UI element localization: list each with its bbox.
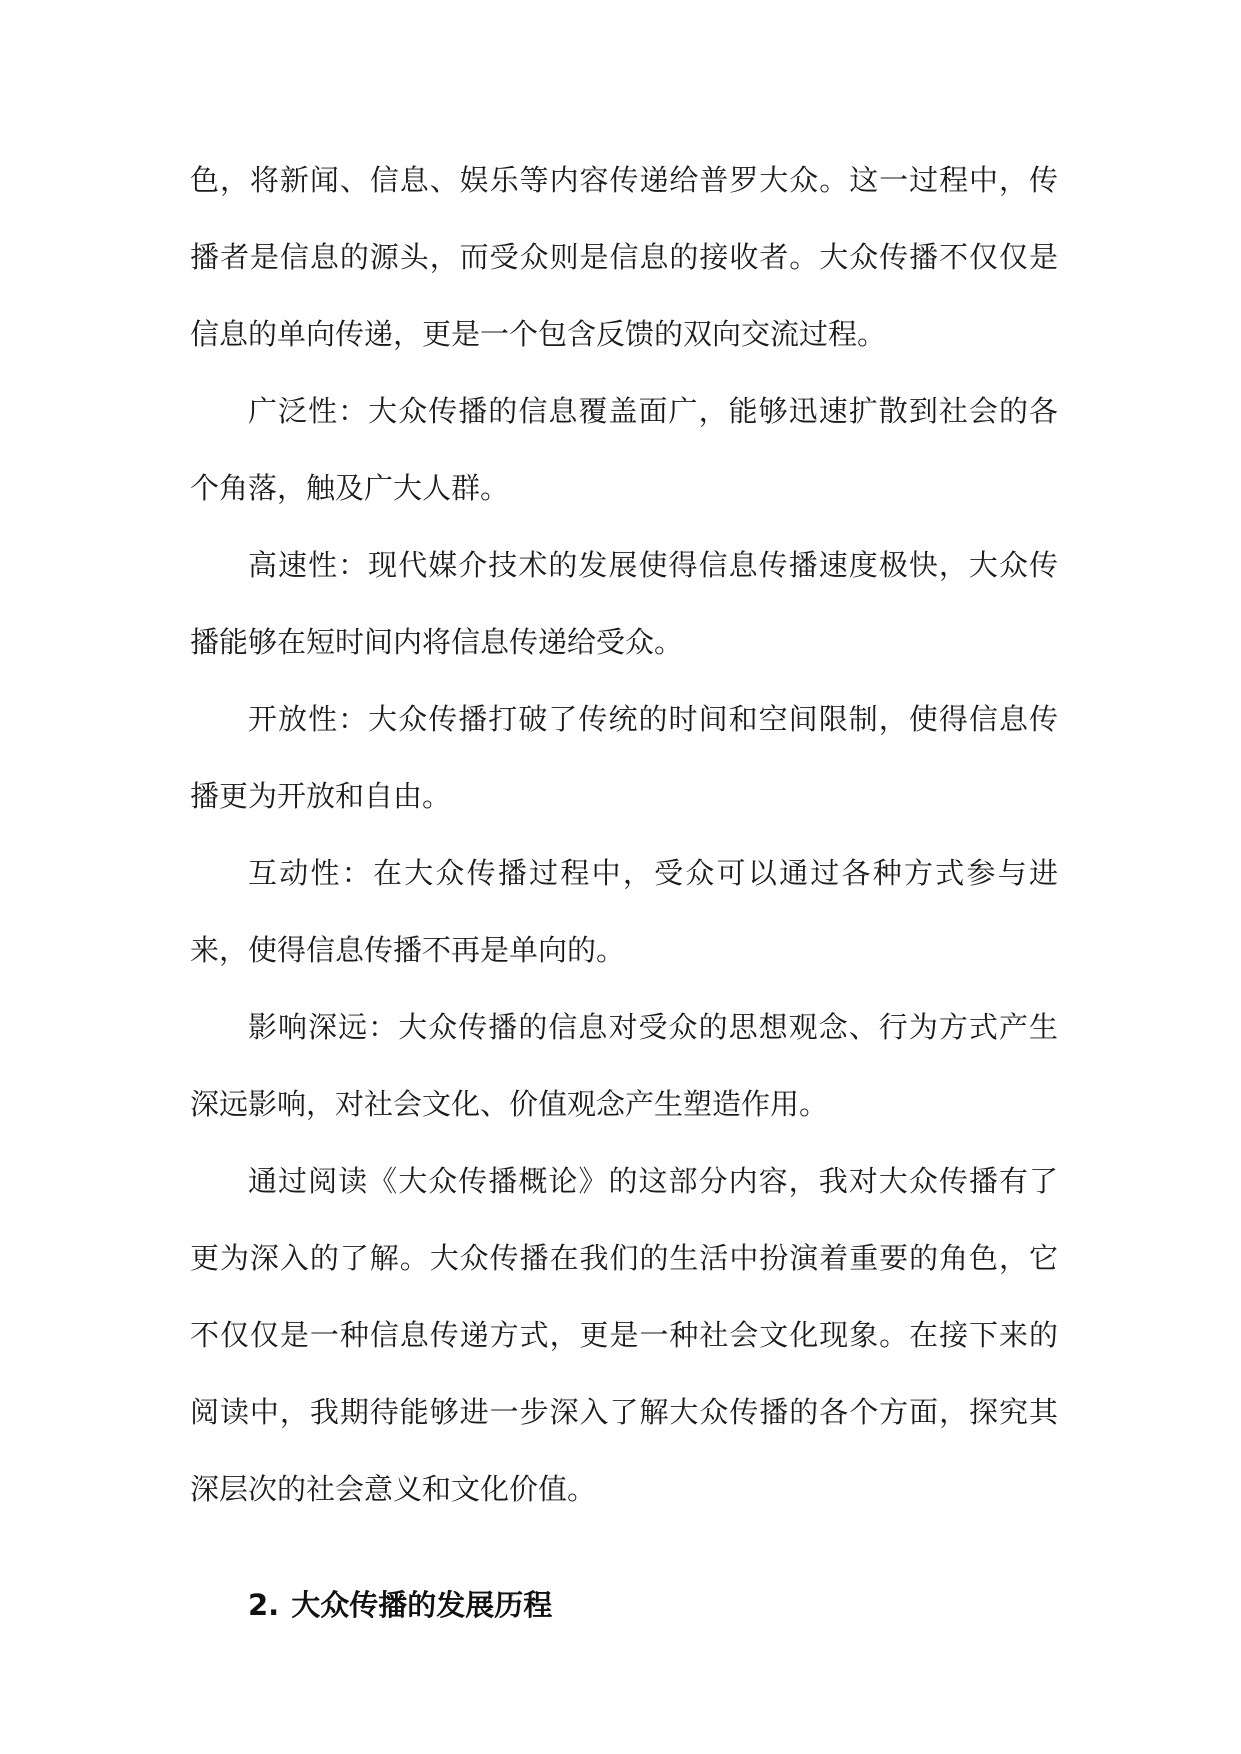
paragraph-interactivity: 互动性：在大众传播过程中，受众可以通过各种方式参与进来，使得信息传播不再是单向的。 (190, 856, 1058, 967)
paragraph-speed: 高速性：现代媒介技术的发展使得信息传播速度极快，大众传播能够在短时间内将信息传递给受众。 (190, 548, 1058, 659)
paragraph-breadth: 广泛性：大众传播的信息覆盖面广，能够迅速扩散到社会的各个角落，触及广大人群。 (190, 394, 1058, 505)
section-heading (190, 1567, 1058, 1644)
paragraph-openness: 开放性：大众传播打破了传统的时间和空间限制，使得信息传播更为开放和自由。 (190, 702, 1058, 813)
paragraph-intro-continued: 色，将新闻、信息、娱乐等内容传递给普罗大众。这一过程中，传播者是信息的源头，而受众则是信息的接收者。大众传播不仅仅是信息的单向传递，更是一个包含反馈的双向交流过程。 (190, 163, 1058, 351)
paragraph-reflection: 通过阅读《大众传播概论》的这部分内容，我对大众传播有了更为深入的了解。大众传播在我们的生活中扮演着重要的角色，它不仅仅是一种信息传递方式，更是一种社会文化现象。在接下来的阅读中，我期待能够进一步深入了解大众传播的各个方面，探究其深层次的社会意义和文化价值。 (190, 1164, 1058, 1506)
section-number: 2. (248, 1588, 280, 1622)
paragraph-influence: 影响深远：大众传播的信息对受众的思想观念、行为方式产生深远影响，对社会文化、价值观念产生塑造作用。 (190, 1010, 1058, 1121)
section-title: 大众传播的发展历程 (291, 1588, 553, 1622)
document-body (190, 142, 1058, 1644)
